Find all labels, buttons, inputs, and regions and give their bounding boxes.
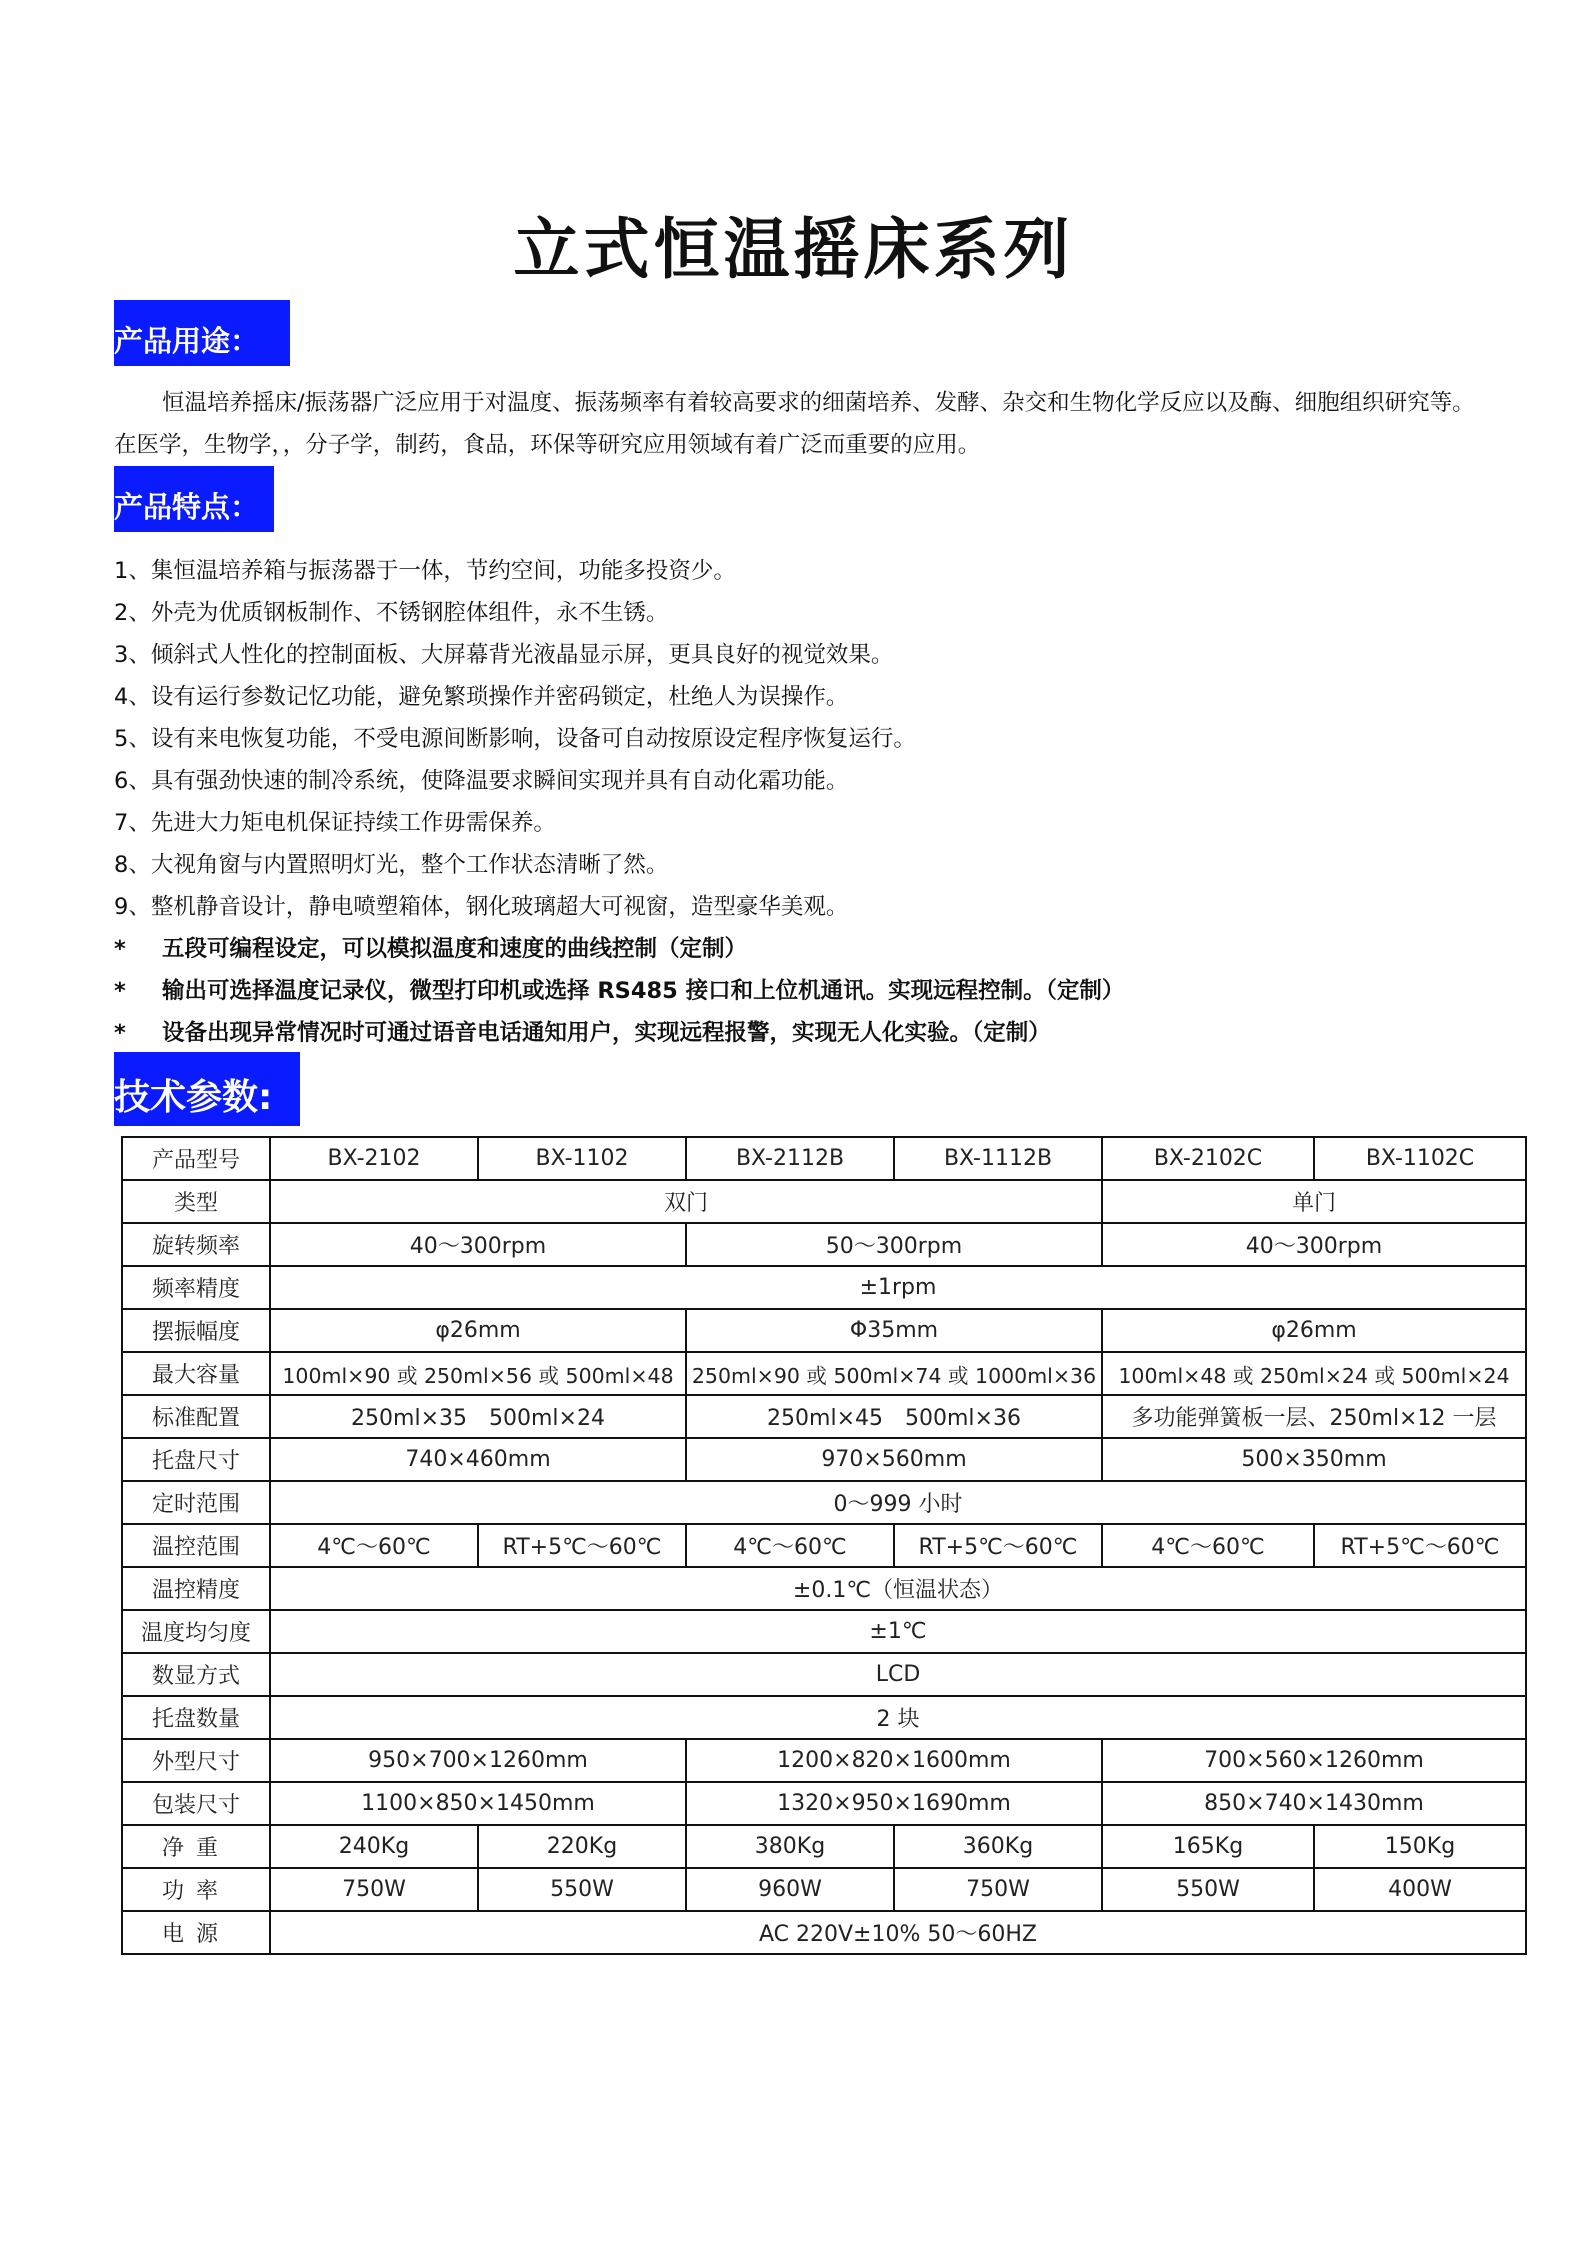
- table-cell: BX-2102C: [1102, 1137, 1314, 1180]
- optional-feature: [114, 928, 1514, 970]
- table-cell: BX-2112B: [686, 1137, 894, 1180]
- table-cell: 250ml×45 500ml×36: [686, 1395, 1102, 1438]
- table-cell: Φ35mm: [686, 1309, 1102, 1352]
- row-label: 温控精度: [122, 1567, 270, 1610]
- table-cell: 550W: [1102, 1868, 1314, 1911]
- table-cell: ±1℃: [270, 1610, 1526, 1653]
- table-cell: BX-1112B: [894, 1137, 1102, 1180]
- table-cell: 1200×820×1600mm: [686, 1739, 1102, 1782]
- table-cell: 550W: [478, 1868, 686, 1911]
- table-cell: φ26mm: [1102, 1309, 1526, 1352]
- table-row: [122, 1266, 1526, 1309]
- usage-paragraph: 恒温培养摇床/振荡器广泛应用于对温度、振荡频率有着较高要求的细菌培养、发酵、杂交和生物化学反应以及酶、细胞组织研究等。在医学，生物学，，分子学，制药，食品，环保等研究应用领域有着广泛而重要的应用。: [114, 390, 1475, 458]
- table-cell: 4℃～60℃: [686, 1524, 894, 1567]
- feature-item: 7、先进大力矩电机保证持续工作毋需保养。: [114, 810, 556, 836]
- table-row: [122, 1567, 1526, 1610]
- row-label: 旋转频率: [122, 1223, 270, 1266]
- table-cell: AC 220V±10% 50～60HZ: [270, 1911, 1526, 1954]
- table-row: [122, 1782, 1526, 1825]
- usage-heading: [114, 300, 290, 366]
- table-row: [122, 1223, 1526, 1266]
- row-label: 频率精度: [122, 1266, 270, 1309]
- table-row: [122, 1696, 1526, 1739]
- table-cell: 1320×950×1690mm: [686, 1782, 1102, 1825]
- table-cell: 380Kg: [686, 1825, 894, 1868]
- table-cell: 单门: [1102, 1180, 1526, 1223]
- table-cell: 4℃～60℃: [270, 1524, 478, 1567]
- table-cell: 360Kg: [894, 1825, 1102, 1868]
- feature-item: 4、设有运行参数记忆功能，避免繁琐操作并密码锁定，杜绝人为误操作。: [114, 684, 849, 710]
- table-cell: 220Kg: [478, 1825, 686, 1868]
- table-row: [122, 1438, 1526, 1481]
- row-label: 净重: [122, 1825, 270, 1868]
- table-row: [122, 1180, 1526, 1223]
- table-row: [122, 1524, 1526, 1567]
- row-label: 温控范围: [122, 1524, 270, 1567]
- row-label: 托盘数量: [122, 1696, 270, 1739]
- table-cell: 1100×850×1450mm: [270, 1782, 686, 1825]
- features-heading-text: 产品特点：: [114, 490, 260, 524]
- table-row: [122, 1481, 1526, 1524]
- feature-item: 9、整机静音设计，静电喷塑箱体，钢化玻璃超大可视窗，造型豪华美观。: [114, 894, 849, 920]
- table-cell: 40～300rpm: [1102, 1223, 1526, 1266]
- table-cell: 40～300rpm: [270, 1223, 686, 1266]
- row-label: 托盘尺寸: [122, 1438, 270, 1481]
- row-label: 最大容量: [122, 1352, 270, 1395]
- table-cell: 双门: [270, 1180, 1102, 1223]
- table-cell: 960W: [686, 1868, 894, 1911]
- asterisk-bullet: *: [114, 978, 126, 1004]
- table-cell: 970×560mm: [686, 1438, 1102, 1481]
- table-row: [122, 1868, 1526, 1911]
- asterisk-bullet: *: [114, 1020, 126, 1046]
- table-cell: 0～999 小时: [270, 1481, 1526, 1524]
- table-cell: 250ml×35 500ml×24: [270, 1395, 686, 1438]
- asterisk-bullet: *: [114, 936, 126, 962]
- row-label: 数显方式: [122, 1653, 270, 1696]
- table-cell: ±1rpm: [270, 1266, 1526, 1309]
- optional-feature-text: 输出可选择温度记录仪，微型打印机或选择 RS485 接口和上位机通讯。实现远程控制。（定制）: [162, 978, 1125, 1004]
- table-cell: 165Kg: [1102, 1825, 1314, 1868]
- table-row: [122, 1911, 1526, 1954]
- row-label: 电源: [122, 1911, 270, 1954]
- row-label: 产品型号: [122, 1137, 270, 1180]
- table-row: [122, 1739, 1526, 1782]
- table-row: [122, 1137, 1526, 1180]
- table-cell: BX-1102C: [1314, 1137, 1526, 1180]
- table-cell: 250ml×90 或 500ml×74 或 1000ml×36: [686, 1352, 1102, 1395]
- feature-item: 8、大视角窗与内置照明灯光，整个工作状态清晰了然。: [114, 852, 669, 878]
- table-cell: 700×560×1260mm: [1102, 1739, 1526, 1782]
- row-label: 定时范围: [122, 1481, 270, 1524]
- table-cell: 150Kg: [1314, 1825, 1526, 1868]
- table-cell: 100ml×90 或 250ml×56 或 500ml×48: [270, 1352, 686, 1395]
- table-cell: RT+5℃～60℃: [1314, 1524, 1526, 1567]
- table-cell: 750W: [270, 1868, 478, 1911]
- row-label: 温度均匀度: [122, 1610, 270, 1653]
- row-label: 标准配置: [122, 1395, 270, 1438]
- table-cell: ±0.1℃（恒温状态）: [270, 1567, 1526, 1610]
- optional-feature-text: 设备出现异常情况时可通过语音电话通知用户，实现远程报警，实现无人化实验。（定制）: [162, 1020, 1051, 1046]
- table-row: [122, 1653, 1526, 1696]
- spec-table: [121, 1136, 1527, 1955]
- table-row: [122, 1825, 1526, 1868]
- row-label: 摆振幅度: [122, 1309, 270, 1352]
- table-cell: 950×700×1260mm: [270, 1739, 686, 1782]
- table-cell: 850×740×1430mm: [1102, 1782, 1526, 1825]
- table-cell: 240Kg: [270, 1825, 478, 1868]
- table-cell: BX-2102: [270, 1137, 478, 1180]
- feature-item: 3、倾斜式人性化的控制面板、大屏幕背光液晶显示屏，更具良好的视觉效果。: [114, 642, 894, 668]
- optional-feature-text: 五段可编程设定，可以模拟温度和速度的曲线控制（定制）: [162, 936, 748, 962]
- params-heading: [114, 1052, 300, 1126]
- optional-feature: [114, 1012, 1514, 1054]
- feature-item: 6、具有强劲快速的制冷系统，使降温要求瞬间实现并具有自动化霜功能。: [114, 768, 849, 794]
- table-cell: RT+5℃～60℃: [894, 1524, 1102, 1567]
- table-row: [122, 1309, 1526, 1352]
- table-cell: 400W: [1314, 1868, 1526, 1911]
- features-heading: [114, 466, 274, 532]
- feature-item: 2、外壳为优质钢板制作、不锈钢腔体组件，永不生锈。: [114, 600, 669, 626]
- table-cell: BX-1102: [478, 1137, 686, 1180]
- params-heading-text: 技术参数:: [114, 1077, 273, 1118]
- row-label: 类型: [122, 1180, 270, 1223]
- page-title: 立式恒温摇床系列: [513, 210, 1074, 288]
- table-row: [122, 1395, 1526, 1438]
- row-label: 外型尺寸: [122, 1739, 270, 1782]
- feature-item: 5、设有来电恢复功能，不受电源间断影响，设备可自动按原设定程序恢复运行。: [114, 726, 916, 752]
- table-row: [122, 1352, 1526, 1395]
- table-cell: 50～300rpm: [686, 1223, 1102, 1266]
- feature-item: 1、集恒温培养箱与振荡器于一体，节约空间，功能多投资少。: [114, 558, 736, 584]
- table-cell: 4℃～60℃: [1102, 1524, 1314, 1567]
- row-label: 包装尺寸: [122, 1782, 270, 1825]
- table-row: [122, 1610, 1526, 1653]
- optional-feature: [114, 970, 1514, 1012]
- table-cell: 多功能弹簧板一层、250ml×12 一层: [1102, 1395, 1526, 1438]
- table-cell: 500×350mm: [1102, 1438, 1526, 1481]
- row-label: 功率: [122, 1868, 270, 1911]
- table-cell: LCD: [270, 1653, 1526, 1696]
- table-cell: 750W: [894, 1868, 1102, 1911]
- table-cell: 100ml×48 或 250ml×24 或 500ml×24: [1102, 1352, 1526, 1395]
- table-cell: 740×460mm: [270, 1438, 686, 1481]
- table-cell: 2 块: [270, 1696, 1526, 1739]
- usage-heading-text: 产品用途：: [114, 324, 260, 358]
- table-cell: RT+5℃～60℃: [478, 1524, 686, 1567]
- features-list: [114, 550, 1514, 1054]
- table-cell: φ26mm: [270, 1309, 686, 1352]
